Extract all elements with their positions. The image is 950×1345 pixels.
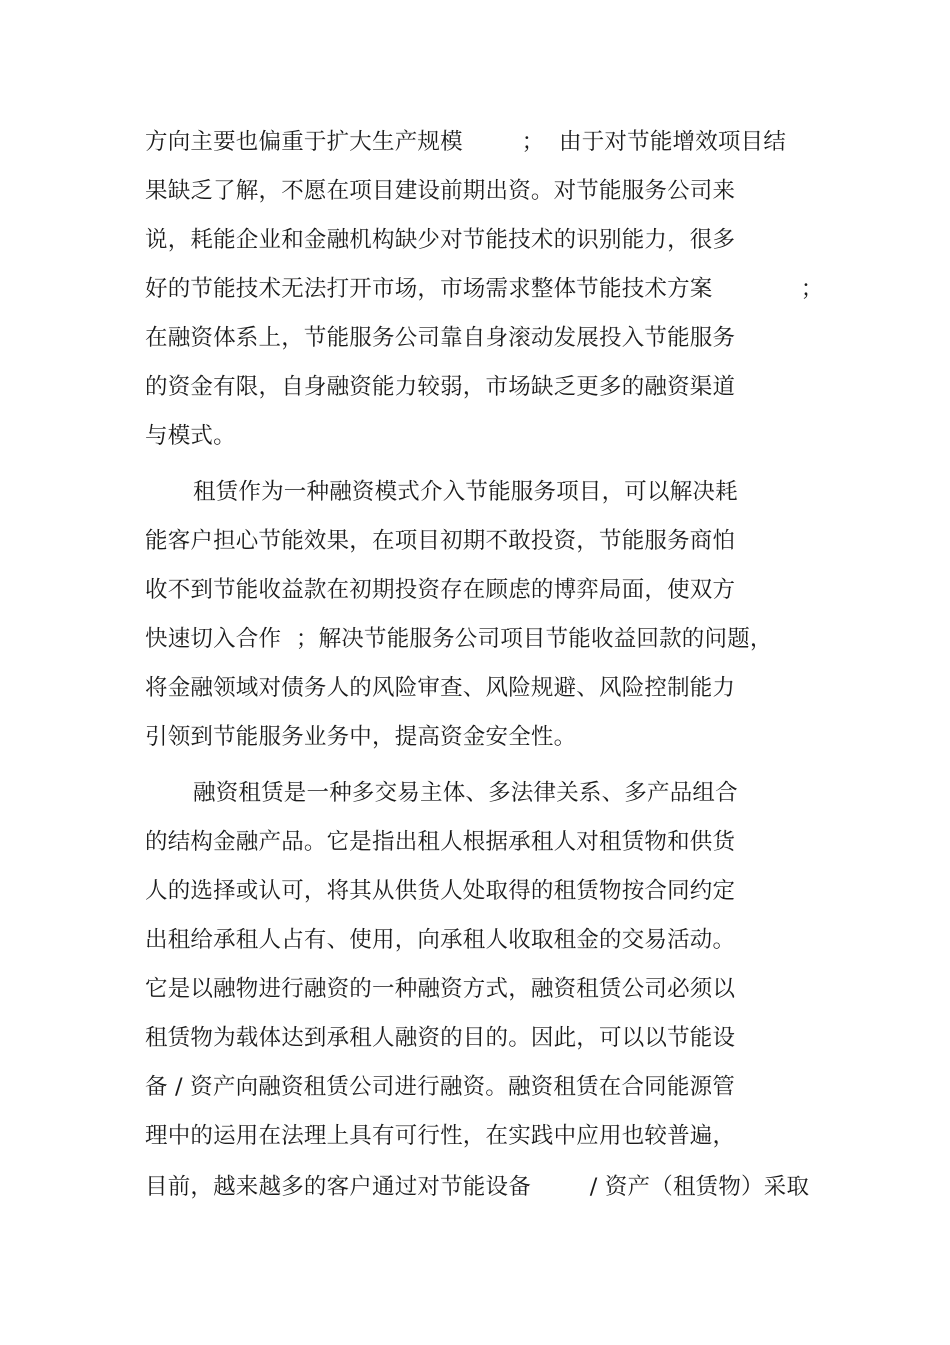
- text-line: 的资金有限，自身融资能力较弱，市场缺乏更多的融资渠道: [145, 374, 736, 400]
- text-line: 在融资体系上，节能服务公司靠自身滚动发展投入节能服务: [145, 325, 736, 351]
- text-line: 好的节能技术无法打开市场，市场需求整体节能技术方案 ；: [145, 276, 824, 302]
- text-line: 将金融领域对债务人的风险审查、风险规避、风险控制能力: [145, 675, 736, 701]
- text-line: 引领到节能服务业务中，提高资金安全性。: [145, 724, 577, 750]
- text-line: 出租给承租人占有、使用，向承租人收取租金的交易活动。: [145, 927, 736, 953]
- text-line: 人的选择或认可，将其从供货人处取得的租赁物按合同约定: [145, 878, 736, 904]
- text-line: 目前，越来越多的客户通过对节能设备 / 资产（租赁物）采取: [145, 1174, 810, 1200]
- text-line: 与模式。: [145, 423, 236, 449]
- paragraph-first-line: 融资租赁是一种多交易主体、多法律关系、多产品组合: [193, 780, 738, 806]
- text-line: 收不到节能收益款在初期投资存在顾虑的博弈局面，使双方: [145, 577, 736, 603]
- text-line: 理中的运用在法理上具有可行性，在实践中应用也较普遍，: [145, 1123, 736, 1149]
- text-line: 它是以融物进行融资的一种融资方式，融资租赁公司必须以: [145, 976, 736, 1002]
- text-line: 说，耗能企业和金融机构缺少对节能技术的识别能力，很多: [145, 227, 736, 253]
- text-line: 租赁物为载体达到承租人融资的目的。因此，可以以节能设: [145, 1025, 736, 1051]
- text-line: 的结构金融产品。它是指出租人根据承租人对租赁物和供货: [145, 829, 736, 855]
- text-line: 果缺乏了解，不愿在项目建设前期出资。对节能服务公司来: [145, 178, 736, 204]
- text-line: 快速切入合作 ；解决节能服务公司项目节能收益回款的问题，: [145, 626, 773, 652]
- text-line: 能客户担心节能效果，在项目初期不敢投资，节能服务商怕: [145, 528, 736, 554]
- text-line: 备 / 资产向融资租赁公司进行融资。融资租赁在合同能源管: [145, 1074, 735, 1100]
- paragraph-first-line: 租赁作为一种融资模式介入节能服务项目，可以解决耗: [193, 479, 738, 505]
- text-line: 方向主要也偏重于扩大生产规模 ； 由于对节能增效项目结: [145, 129, 787, 155]
